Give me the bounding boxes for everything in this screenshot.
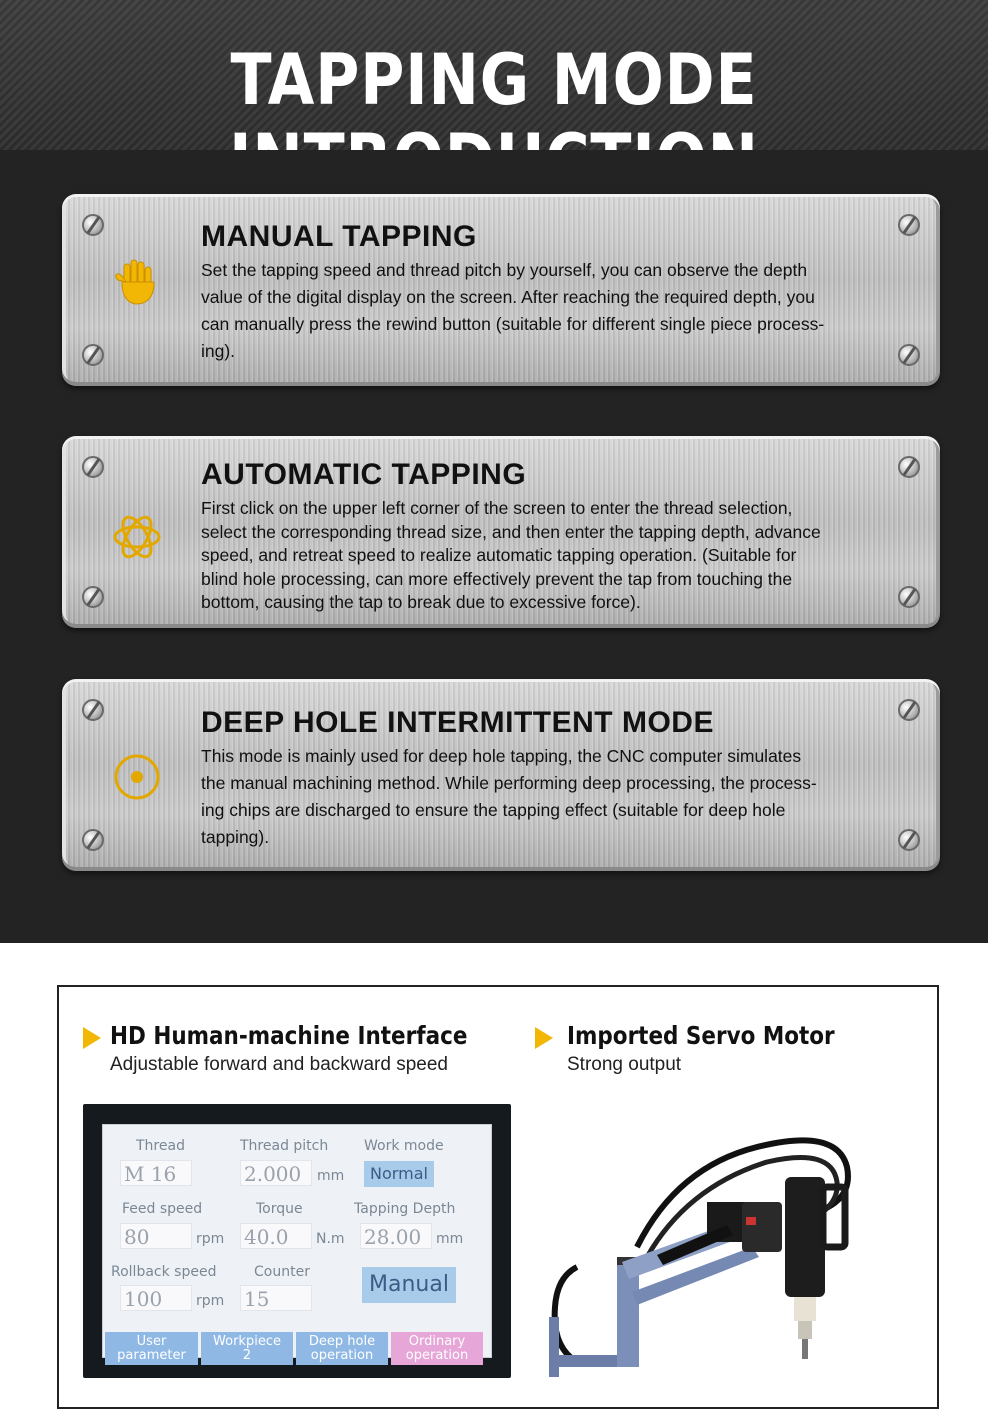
mode-card-deep-hole bbox=[62, 679, 940, 871]
screw-icon bbox=[898, 699, 920, 721]
mode-description: This mode is mainly used for deep hole tapping, the CNC computer simulates the manual machining method. While performing deep processing, the process- ing chips are discharged to ensure the tapping effect (suitable for deep hole tapping). bbox=[201, 746, 817, 847]
screw-icon bbox=[82, 699, 104, 721]
workmode-label: Work mode bbox=[364, 1138, 444, 1154]
screw-icon bbox=[898, 214, 920, 236]
screw-icon bbox=[82, 586, 104, 608]
feed-label: Feed speed bbox=[122, 1201, 203, 1217]
mode-title: AUTOMATIC TAPPING bbox=[201, 458, 527, 491]
pitch-field[interactable]: 2.000 bbox=[240, 1160, 312, 1186]
mode-description: First click on the upper left corner of the screen to enter the thread selection, select the corresponding thread size, and then enter the tapping depth, advance speed, and retreat speed to realize automatic tapping operation. (Suitable for blind hole processing, can more effectively prevent the tap from touching the bottom, causing the tap to break due to excessive force). bbox=[201, 498, 821, 612]
screw-icon bbox=[898, 344, 920, 366]
screw-icon bbox=[82, 456, 104, 478]
rollback-field[interactable]: 100 bbox=[120, 1285, 192, 1311]
servo-tapping-machine-image bbox=[537, 1107, 857, 1382]
pitch-unit: mm bbox=[317, 1168, 345, 1184]
mode-description: Set the tapping speed and thread pitch by yourself, you can observe the depth value of the digital display on the screen. After reaching the required depth, you can manually press the rewind button (suitable for different single piece process- ing). bbox=[201, 260, 825, 361]
depth-unit: mm bbox=[436, 1231, 464, 1247]
screw-icon bbox=[82, 829, 104, 851]
feed-unit: rpm bbox=[196, 1231, 225, 1247]
feature-subtitle: Adjustable forward and backward speed bbox=[110, 1054, 448, 1075]
atom-icon bbox=[110, 510, 164, 564]
feature-title: Imported Servo Motor bbox=[567, 1021, 835, 1050]
mode-card-automatic bbox=[62, 436, 940, 628]
hmi-display bbox=[102, 1124, 492, 1363]
manual-button[interactable]: Manual bbox=[362, 1267, 456, 1303]
thread-field[interactable]: M 16 bbox=[120, 1160, 192, 1186]
hmi-screen bbox=[83, 1104, 511, 1378]
torque-field[interactable]: 40.0 bbox=[240, 1223, 312, 1249]
screw-icon bbox=[82, 344, 104, 366]
arrow-right-icon bbox=[535, 1027, 553, 1049]
workmode-button[interactable]: Normal bbox=[364, 1161, 434, 1187]
mode-card-manual bbox=[62, 194, 940, 386]
depth-label: Tapping Depth bbox=[354, 1201, 456, 1217]
mode-title: DEEP HOLE INTERMITTENT MODE bbox=[201, 706, 714, 739]
screw-icon bbox=[898, 829, 920, 851]
torque-label: Torque bbox=[256, 1201, 303, 1217]
feature-title: HD Human-machine Interface bbox=[110, 1021, 468, 1050]
tab-user-parameter[interactable]: User parameter bbox=[105, 1332, 198, 1365]
tab-workpiece[interactable]: Workpiece 2 bbox=[201, 1332, 293, 1365]
screw-icon bbox=[82, 214, 104, 236]
torque-unit: N.m bbox=[316, 1231, 345, 1247]
screw-icon bbox=[898, 456, 920, 478]
page-title: TAPPING MODE bbox=[230, 39, 758, 121]
thread-label: Thread bbox=[136, 1138, 185, 1154]
rollback-unit: rpm bbox=[196, 1293, 225, 1309]
screw-icon bbox=[898, 586, 920, 608]
pitch-label: Thread pitch bbox=[240, 1138, 329, 1154]
counter-label: Counter bbox=[254, 1264, 310, 1280]
tab-ordinary-operation[interactable]: Ordinary operation bbox=[391, 1332, 483, 1365]
header-banner bbox=[0, 0, 988, 150]
target-icon bbox=[110, 750, 164, 804]
mode-title: MANUAL TAPPING bbox=[201, 220, 477, 253]
depth-field[interactable]: 28.00 bbox=[360, 1223, 432, 1249]
tab-deep-hole-operation[interactable]: Deep hole operation bbox=[296, 1332, 388, 1365]
features-box bbox=[57, 985, 939, 1409]
feed-field[interactable]: 80 bbox=[120, 1223, 192, 1249]
rollback-label: Rollback speed bbox=[111, 1264, 217, 1280]
modes-panel bbox=[0, 150, 988, 943]
arrow-right-icon bbox=[83, 1027, 101, 1049]
feature-subtitle: Strong output bbox=[567, 1054, 682, 1075]
counter-field[interactable]: 15 bbox=[240, 1285, 312, 1311]
hand-icon bbox=[110, 256, 164, 310]
